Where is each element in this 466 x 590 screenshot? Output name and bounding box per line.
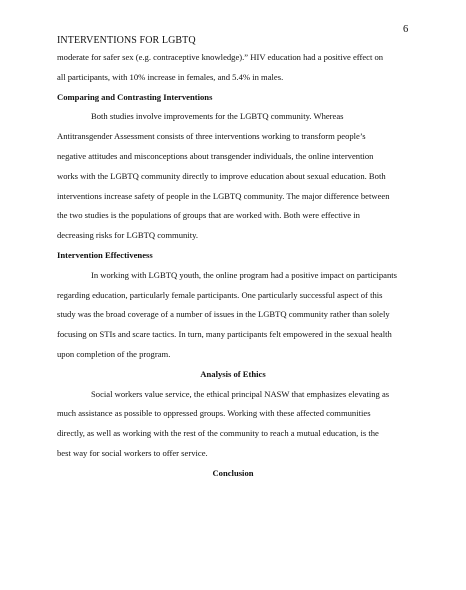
body-line: negative attitudes and misconceptions about transgender individuals, the online intervention (57, 150, 374, 161)
body-line: upon completion of the program. (57, 348, 171, 359)
body-line: much assistance as possible to oppressed groups. Working with these affected communities (57, 408, 371, 419)
section-heading-effectiveness: Intervention Effectiveness (57, 249, 153, 260)
body-line: study was the broad coverage of a number of issues in the LGBTQ community rather than solely (57, 309, 390, 320)
body-line: Antitransgender Assessment consists of three interventions working to transform people’s (57, 131, 366, 142)
section-heading-ethics: Analysis of Ethics (200, 368, 266, 379)
running-head: INTERVENTIONS FOR LGBTQ (57, 35, 196, 46)
body-line: all participants, with 10% increase in females, and 5.4% in males. (57, 71, 284, 82)
section-heading-comparing: Comparing and Contrasting Interventions (57, 91, 213, 102)
body-line: moderate for safer sex (e.g. contraceptive knowledge).” HIV education had a positive effect on (57, 52, 384, 62)
body-line: Both studies involve improvements for the LGBTQ community. Whereas (91, 111, 344, 122)
page-number: 6 (403, 24, 409, 35)
body-line: interventions increase safety of people in the LGBTQ community. The major difference between (57, 190, 390, 201)
body-line: works with the LGBTQ community directly to improve education about sexual education. Both (57, 170, 386, 181)
body-line: regarding education, particularly female participants. One particularly successful aspect of this (57, 289, 383, 300)
body-line: directly, as well as working with the rest of the community to reach a mutual education, is the (57, 428, 379, 439)
document-body (57, 48, 409, 484)
body-line: the two studies is the populations of groups that are worked with. Both were effective in (57, 210, 360, 221)
body-line: In working with LGBTQ youth, the online program had a positive impact on participants (91, 269, 397, 280)
body-line: Social workers value service, the ethical principal NASW that emphasizes elevating as (91, 388, 390, 399)
body-line: best way for social workers to offer service. (57, 447, 208, 458)
section-heading-conclusion: Conclusion (212, 467, 254, 478)
body-line: decreasing risks for LGBTQ community. (57, 230, 198, 241)
body-line: focusing on STIs and scare tactics. In turn, many participants felt empowered in the sexual health (57, 329, 392, 340)
